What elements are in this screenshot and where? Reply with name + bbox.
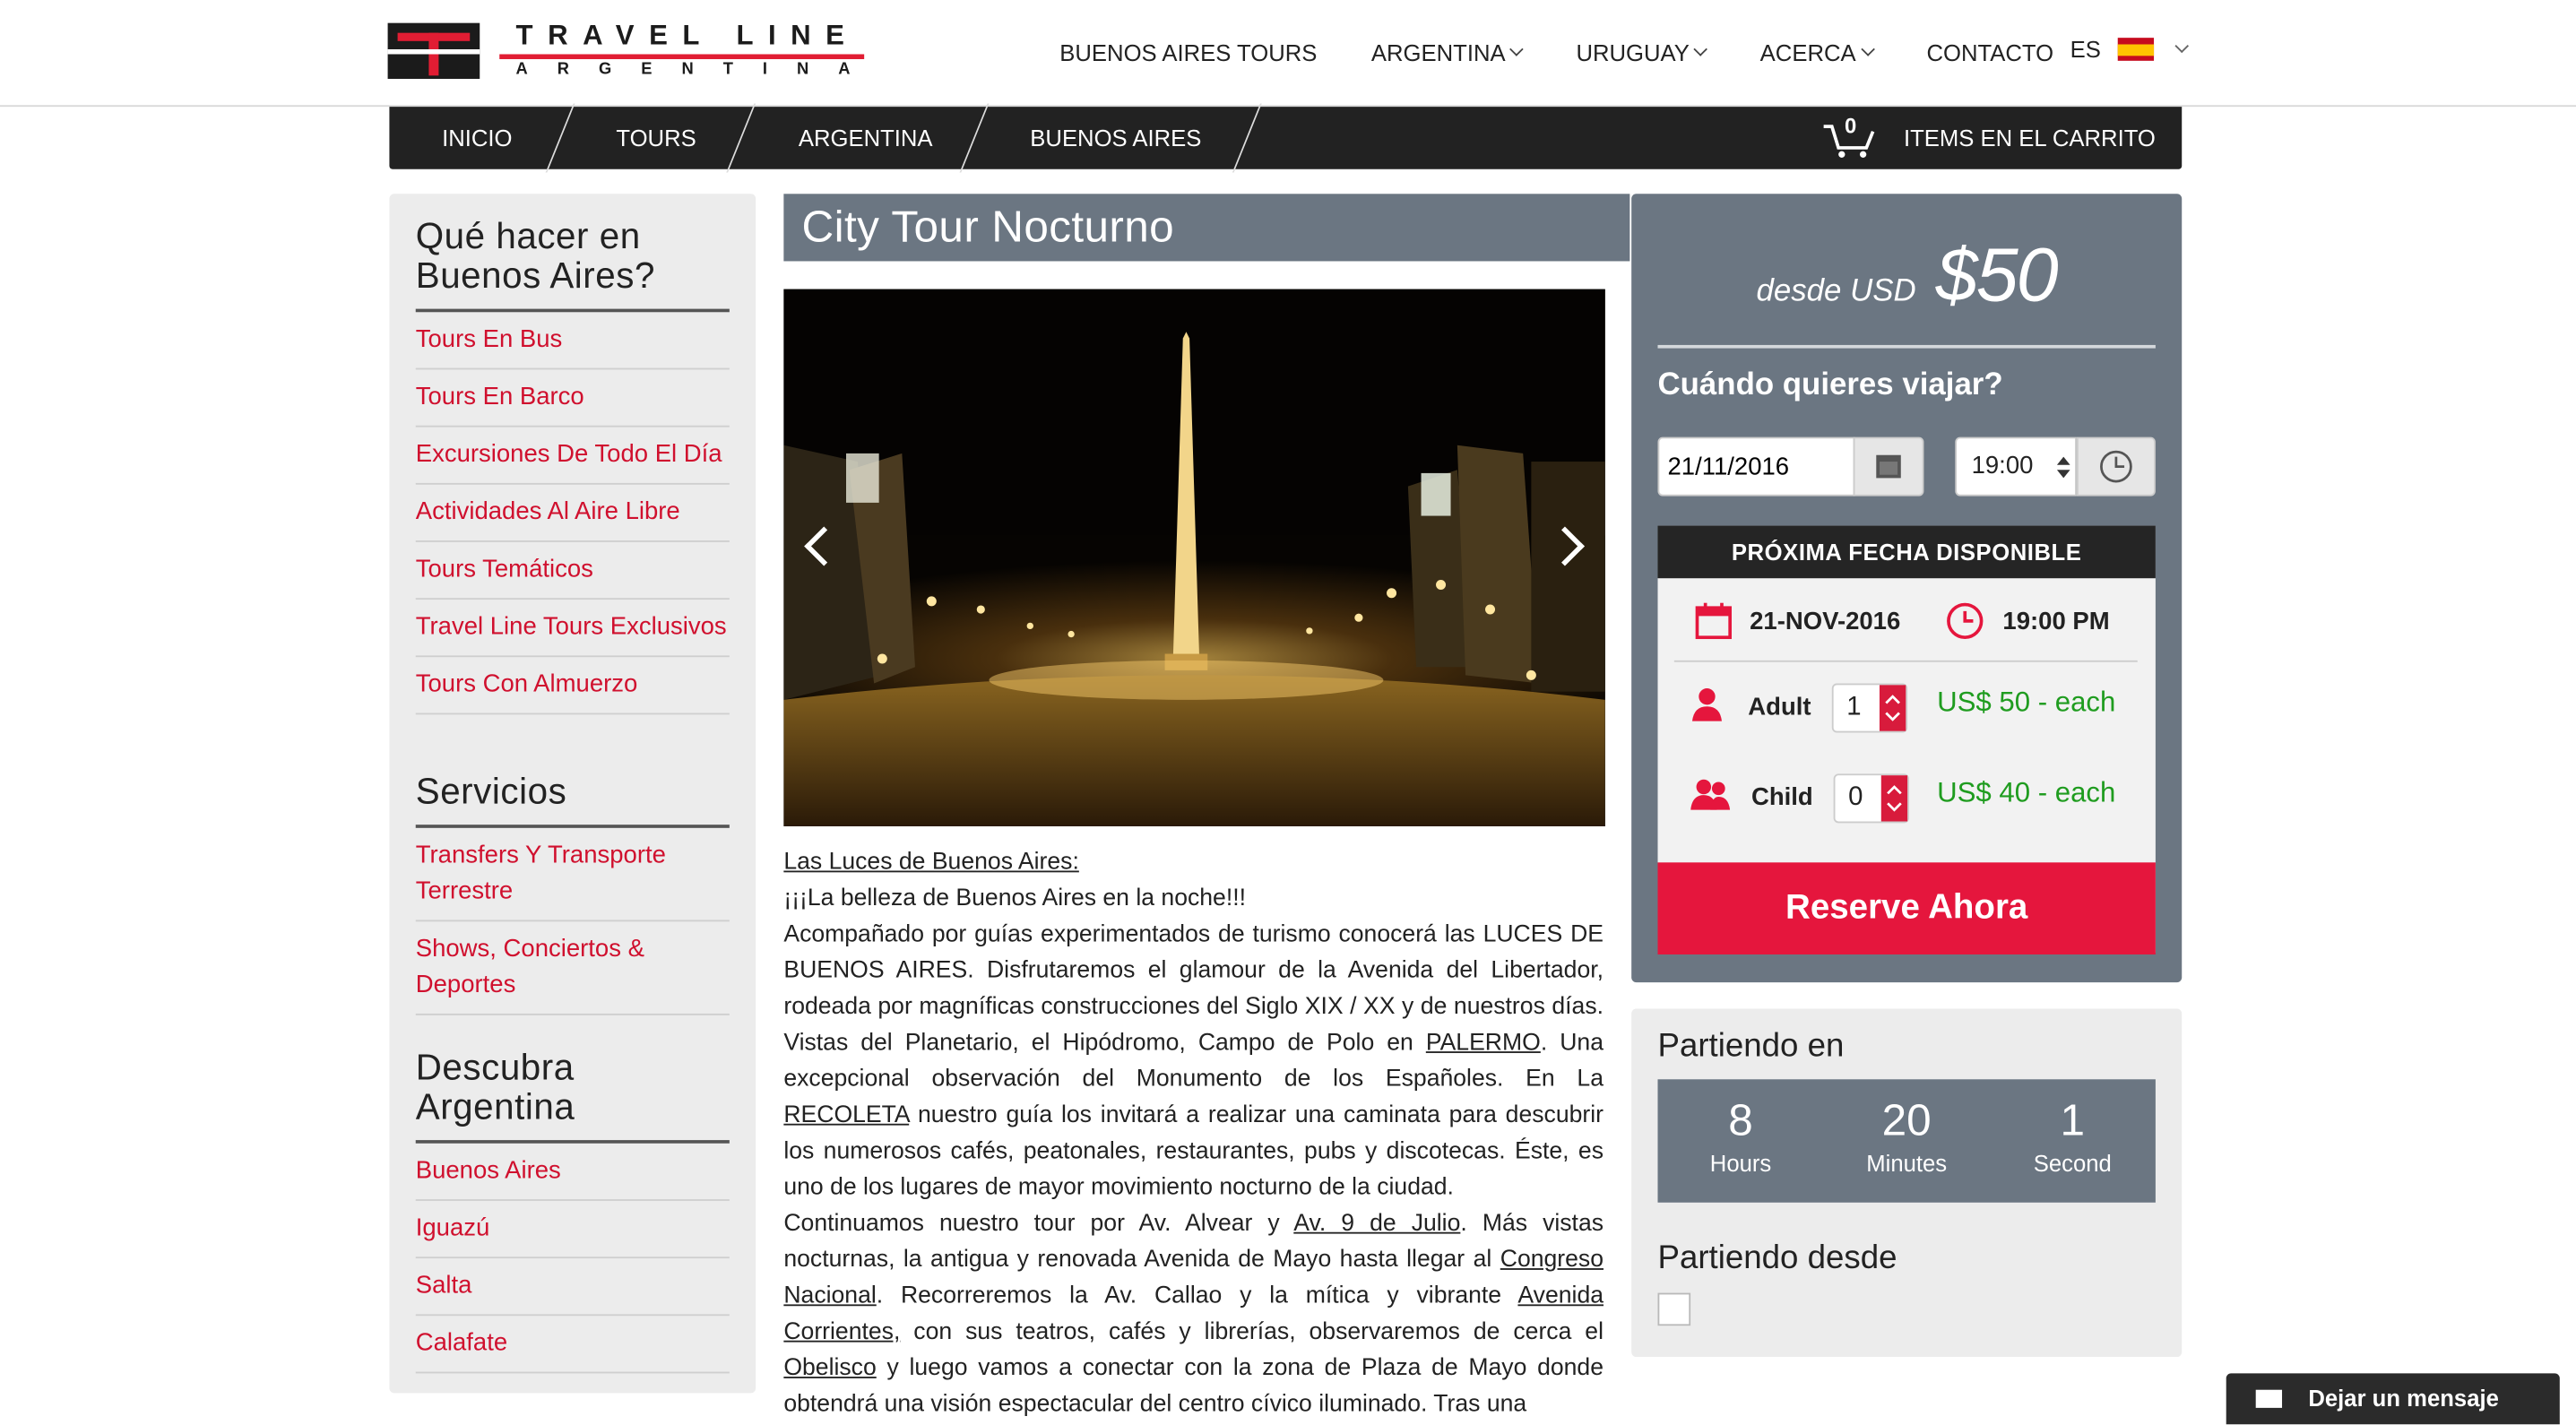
spinner-arrows-icon xyxy=(2057,457,2070,479)
adult-quantity-stepper[interactable] xyxy=(1832,684,1907,733)
sidebar-link[interactable]: Actividades Al Aire Libre xyxy=(416,485,730,542)
breadcrumb-separator xyxy=(1232,103,1262,172)
adult-label: Adult xyxy=(1748,693,1811,721)
price-from-label: desde USD xyxy=(1756,274,1916,309)
sidebar-link[interactable]: Tours Con Almuerzo xyxy=(416,657,730,714)
sidebar-heading: Servicios xyxy=(416,773,730,828)
language-selector[interactable] xyxy=(2070,36,2187,62)
sidebar-heading: Qué hacer en Buenos Aires? xyxy=(416,217,730,312)
language-code: ES xyxy=(2070,36,2101,63)
spain-flag-icon xyxy=(2117,38,2153,61)
breadcrumb-argentina[interactable]: ARGENTINA xyxy=(798,125,933,151)
departing-from-heading: Partiendo desde xyxy=(1657,1239,1897,1277)
breadcrumb-separator xyxy=(726,103,756,172)
countdown-minutes xyxy=(1824,1079,1990,1202)
description-tagline: ¡¡¡La belleza de Buenos Aires en la noche!!! xyxy=(783,885,1247,912)
child-quantity-value: 0 xyxy=(1848,783,1863,812)
nav-label: ARGENTINA xyxy=(1370,39,1506,66)
tour-title: City Tour Nocturno xyxy=(783,194,1629,261)
breadcrumb-buenos-aires[interactable]: BUENOS AIRES xyxy=(1030,125,1202,151)
nav-label: BUENOS AIRES TOURS xyxy=(1059,39,1318,66)
sidebar-link[interactable]: Calafate xyxy=(416,1316,730,1373)
next-date-heading: PRÓXIMA FECHA DISPONIBLE xyxy=(1657,526,2155,579)
child-label: Child xyxy=(1750,783,1813,812)
cart-count: 0 xyxy=(1845,113,1857,138)
next-date-value: 21-NOV-2016 xyxy=(1750,608,1901,636)
countdown-value: 8 xyxy=(1728,1095,1753,1145)
text: y luego vamos a conectar con la zona de Plaza de Mayo donde obtendrá una visión espectacular del centro cívico iluminado. Tras una xyxy=(783,1355,1604,1418)
child-quantity-stepper[interactable] xyxy=(1834,773,1909,823)
stepper-arrows-icon xyxy=(1880,685,1906,730)
calendar-icon xyxy=(1694,601,1733,641)
countdown-label: Hours xyxy=(1709,1150,1772,1177)
sidebar-section-servicios xyxy=(415,770,730,1015)
nav-label: URUGUAY xyxy=(1576,39,1690,66)
envelope-icon xyxy=(2256,1390,2282,1408)
chevron-down-icon xyxy=(2174,39,2189,54)
sidebar-link[interactable]: Travel Line Tours Exclusivos xyxy=(416,600,730,657)
logo-title: TRAVEL LINE xyxy=(515,19,860,51)
sidebar-section-descubra xyxy=(416,1048,730,1373)
description-paragraph-1 xyxy=(783,917,1604,1206)
main-nav xyxy=(1059,0,2107,105)
top-header xyxy=(0,0,2576,107)
sidebar-link[interactable]: Shows, Conciertos & Deportes xyxy=(416,921,730,1015)
countdown-hours xyxy=(1657,1079,1823,1202)
child-people-icon xyxy=(1690,777,1730,813)
text: . Recorreremos la Av. Callao y la mítica y vibrante xyxy=(876,1282,1518,1309)
breadcrumb xyxy=(389,107,2182,169)
description-heading: Las Luces de Buenos Aires: xyxy=(783,849,1079,876)
reserve-button[interactable]: Reserve Ahora xyxy=(1657,862,2155,954)
leave-message-button[interactable] xyxy=(2226,1373,2560,1424)
adult-quantity-value: 1 xyxy=(1846,693,1862,721)
sidebar-link[interactable]: Transfers Y Transporte Terrestre xyxy=(416,828,730,921)
time-value: 19:00 xyxy=(1971,452,2034,480)
time-select[interactable] xyxy=(1955,437,2077,497)
adult-price: US$ 50 - each xyxy=(1937,687,2116,719)
clock-icon xyxy=(2079,438,2154,494)
nav-uruguay[interactable] xyxy=(1576,39,1706,65)
chevron-down-icon xyxy=(1861,42,1875,56)
cart-icon xyxy=(1821,113,1874,160)
breadcrumb-inicio[interactable]: INICIO xyxy=(442,125,513,151)
cart-link[interactable] xyxy=(1821,107,2156,169)
tour-description xyxy=(783,844,1604,1422)
stepper-arrows-icon xyxy=(1881,775,1907,821)
sidebar-section-que-hacer xyxy=(416,217,730,714)
text: Continuamos nuestro tour por Av. Alvear y xyxy=(783,1210,1294,1238)
nav-buenos-aires-tours[interactable] xyxy=(1059,39,1317,65)
calendar-icon xyxy=(1854,438,1922,494)
nav-acerca[interactable] xyxy=(1760,39,1872,65)
chevron-down-icon xyxy=(1694,42,1708,56)
logo-mark-icon xyxy=(388,23,480,79)
stepper-buttons[interactable] xyxy=(1880,685,1906,730)
countdown-seconds xyxy=(1990,1079,2156,1202)
clock-button[interactable] xyxy=(2077,437,2156,497)
text: . Más vistas nocturnas, la antigua y renovada Avenida de Mayo hasta llegar al xyxy=(783,1210,1604,1274)
next-date-box xyxy=(1657,526,2155,954)
price-amount: $50 xyxy=(1935,231,2057,317)
breadcrumb-separator xyxy=(960,103,990,172)
departing-panel xyxy=(1631,1008,2182,1357)
countdown xyxy=(1657,1079,2155,1202)
breadcrumb-separator xyxy=(546,103,575,172)
next-date-row xyxy=(1674,578,2138,661)
chevron-down-icon xyxy=(1510,42,1525,56)
sidebar-link[interactable]: Excursiones De Todo El Día xyxy=(416,428,730,485)
calendar-button[interactable] xyxy=(1854,437,1924,497)
when-label: Cuándo quieres viajar? xyxy=(1657,367,2003,403)
breadcrumb-tours[interactable]: TOURS xyxy=(616,125,696,151)
description-paragraph-2 xyxy=(783,1205,1604,1422)
sidebar-link[interactable]: Salta xyxy=(416,1258,730,1316)
link-9-de-julio[interactable]: Av. 9 de Julio xyxy=(1293,1210,1461,1238)
site-logo[interactable] xyxy=(388,19,880,85)
sidebar-link[interactable]: Tours Temáticos xyxy=(416,542,730,600)
countdown-value: 1 xyxy=(2060,1095,2086,1145)
nav-contacto[interactable] xyxy=(1926,39,2053,65)
countdown-label: Second xyxy=(2033,1150,2112,1177)
logo-subtitle: ARGENTINA xyxy=(515,60,880,79)
sidebar xyxy=(389,194,756,1393)
link-congreso[interactable]: Congreso Nacional xyxy=(783,1247,1604,1309)
link-palermo[interactable]: PALERMO xyxy=(1425,1030,1541,1057)
link-obelisco[interactable]: Obelisco xyxy=(783,1355,877,1382)
departing-in-heading: Partiendo en xyxy=(1657,1028,1845,1065)
countdown-label: Minutes xyxy=(1866,1150,1948,1177)
adult-row xyxy=(1690,674,2134,739)
child-row xyxy=(1690,764,2134,829)
logo-underline xyxy=(499,54,864,58)
cart-label: ITEMS EN EL CARRITO xyxy=(1903,125,2156,151)
text: nuestro guía los invitará a realizar una caminata para descubrir los numerosos cafés, peatonales, restaurantes, pubs y discotecas. Éste, es uno de los lugares de mayor movimiento nocturno de la ciudad. xyxy=(783,1101,1604,1201)
price-display xyxy=(1631,230,2182,319)
countdown-value: 20 xyxy=(1881,1095,1932,1145)
clock-icon xyxy=(1945,601,1984,641)
text: . Una excepcional observación del Monumento de los Españoles. En La xyxy=(783,1030,1604,1092)
stepper-buttons[interactable] xyxy=(1881,775,1907,821)
tour-photo-carousel[interactable] xyxy=(783,289,1604,826)
sidebar-link[interactable]: Buenos Aires xyxy=(416,1144,730,1201)
sidebar-heading: Descubra Argentina xyxy=(416,1048,730,1143)
obelisk-night-image xyxy=(783,289,1604,826)
link-recoleta[interactable]: RECOLETA xyxy=(783,1101,910,1129)
text: Acompañado por guías experimentados de turismo conocerá las LUCES DE BUENOS AIRES. Disfrutaremos el glamour de la Avenida del Libertador, rodeada por magníficas construcciones del Siglo XIX / XX y de nuestros días. Vistas del Planetario, el Hipódromo, Campo de Polo en xyxy=(783,921,1604,1057)
date-input[interactable] xyxy=(1657,437,1854,497)
divider xyxy=(1657,345,2155,349)
leave-message-label: Dejar un mensaje xyxy=(2308,1385,2499,1412)
sidebar-link[interactable]: Iguazú xyxy=(416,1201,730,1258)
nav-label: CONTACTO xyxy=(1926,39,2054,66)
nav-label: ACERCA xyxy=(1759,39,1856,66)
sidebar-link[interactable]: Tours En Bus xyxy=(416,312,730,369)
booking-panel xyxy=(1631,194,2182,982)
child-price: US$ 40 - each xyxy=(1937,777,2116,808)
sidebar-link[interactable]: Tours En Barco xyxy=(416,369,730,427)
link-corrientes[interactable]: Avenida Corrientes, xyxy=(783,1282,1604,1346)
adult-person-icon xyxy=(1690,687,1724,722)
nav-argentina[interactable] xyxy=(1371,39,1522,65)
text: con sus teatros, cafés y librerías, observaremos de cerca el xyxy=(900,1318,1604,1346)
broken-image-icon xyxy=(1657,1293,1690,1326)
next-time-value: 19:00 PM xyxy=(2002,608,2110,636)
